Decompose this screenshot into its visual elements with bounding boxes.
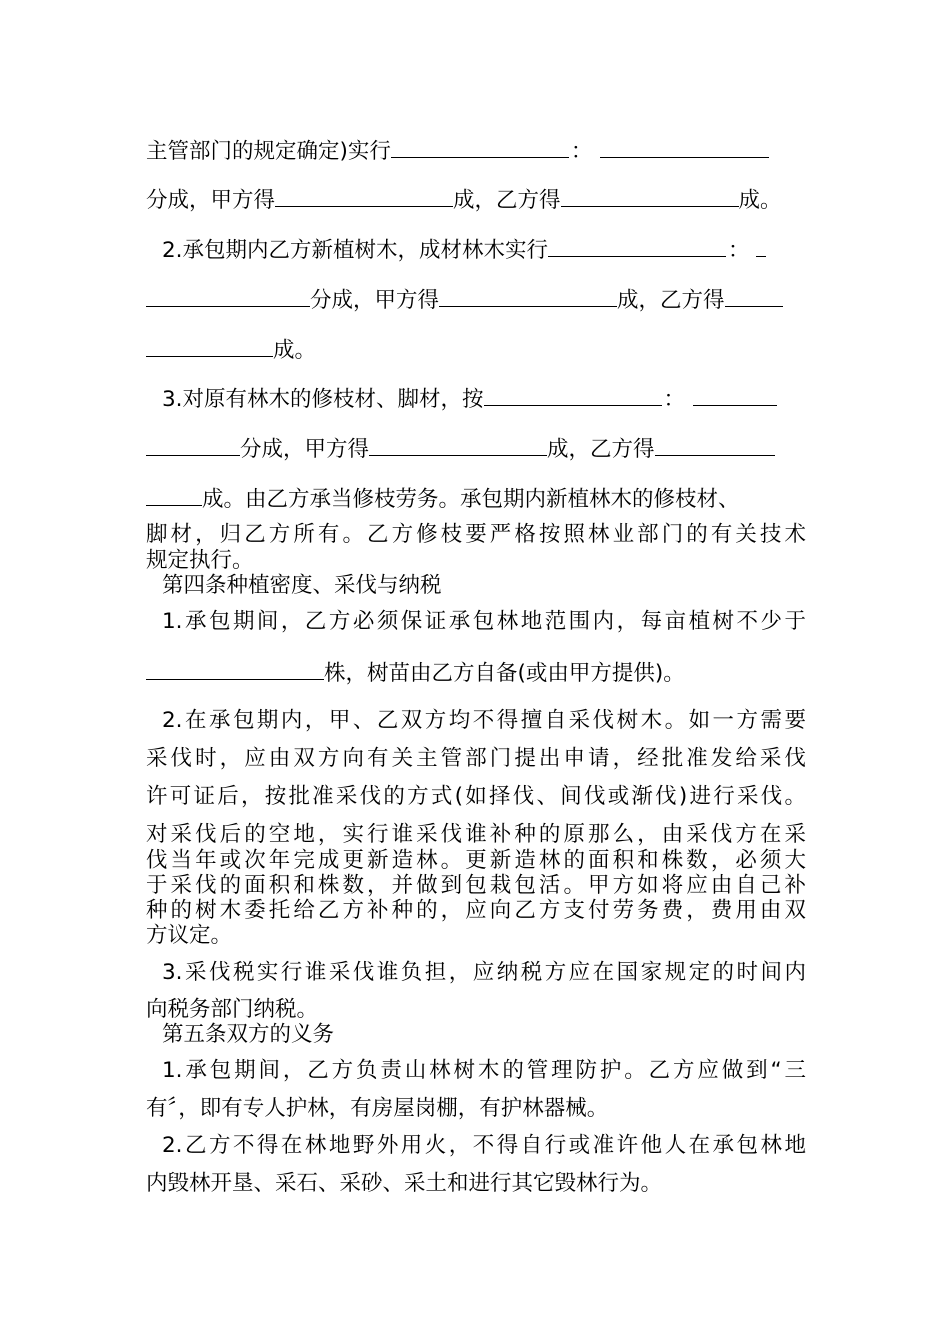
blank-field: [146, 286, 310, 307]
text-segment: ：: [570, 139, 593, 164]
section-heading: 第四条种植密度、采伐与纳税: [162, 573, 442, 598]
text-segment: 3.对原有林木的修枝材、脚材，按: [162, 387, 484, 412]
text-line: 2.乙方不得在林地野外用火，不得自行或准许他人在承包林地: [162, 1133, 806, 1158]
text-line: 1.承包期间，乙方必须保证承包林地范围内，每亩植树不少于: [162, 609, 806, 634]
blank-field: [548, 236, 726, 257]
text-segment: 分成，甲方得: [310, 288, 440, 313]
blank-field: [146, 435, 240, 456]
text-segment: 成，乙方得: [547, 437, 655, 462]
text-line: 2.在承包期内，甲、乙双方均不得擅自采伐树木。如一方需要: [162, 708, 806, 733]
blank-field: [561, 186, 739, 207]
text-segment: 成。: [738, 188, 782, 213]
blank-field: [725, 286, 783, 307]
text-line: [146, 659, 806, 687]
text-line: [146, 485, 806, 513]
blank-field: [275, 186, 453, 207]
text-line: 对采伐后的空地，实行谁采伐谁补种的原那么，由采伐方在采: [146, 822, 806, 847]
text-line: 内毁林开垦、采石、采砂、采土和进行其它毁林行为。: [146, 1171, 663, 1196]
text-line: 伐当年或次年完成更新造林。更新造林的面积和株数，必须大: [146, 848, 806, 873]
blank-field: [756, 236, 766, 257]
text-line: 有〞，即有专人护林，有房屋岗棚，有护林器械。: [146, 1096, 609, 1121]
blank-field: [600, 137, 769, 158]
section-heading: 第五条双方的义务: [162, 1022, 335, 1047]
text-line: 1.承包期间，乙方负责山林树木的管理防护。乙方应做到“三: [162, 1058, 806, 1083]
text-segment: 成。: [273, 338, 317, 363]
text-line: 方议定。: [146, 923, 233, 948]
text-segment: 2.承包期内乙方新植树木，成材林木实行: [162, 238, 549, 263]
text-line: [146, 435, 806, 463]
text-segment: 成，乙方得: [453, 188, 561, 213]
blank-field: [146, 659, 324, 680]
text-segment: 成。由乙方承当修枝劳务。承包期内新植林木的修枝材、: [202, 487, 740, 512]
blank-field: [439, 286, 617, 307]
text-line: 规定执行。: [146, 548, 254, 573]
blank-field: [369, 435, 547, 456]
blank-field: [693, 385, 777, 406]
text-segment: ：: [663, 387, 686, 412]
text-line: [146, 137, 806, 165]
text-line: 采伐时，应由双方向有关主管部门提出申请，经批准发给采伐: [146, 746, 806, 771]
text-segment: 成，乙方得: [617, 288, 725, 313]
blank-field: [391, 137, 569, 158]
text-line: [162, 236, 806, 264]
text-line: [146, 186, 806, 214]
text-line: [162, 385, 806, 413]
text-line: 种的树木委托给乙方补种的，应向乙方支付劳务费，费用由双: [146, 898, 806, 923]
blank-field: [484, 385, 662, 406]
text-line: 许可证后，按批准采伐的方式(如择伐、间伐或渐伐)进行采伐。: [146, 784, 806, 809]
text-line: 于采伐的面积和株数，并做到包栽包活。甲方如将应由自己补: [146, 873, 806, 898]
text-segment: 株，树苗由乙方自备(或由甲方提供)。: [324, 661, 685, 686]
blank-field: [146, 336, 273, 357]
text-line: [146, 286, 806, 314]
text-line: [146, 336, 806, 364]
text-line: 向税务部门纳税。: [146, 997, 319, 1022]
text-segment: 分成，甲方得: [146, 188, 276, 213]
text-line: 3.采伐税实行谁采伐谁负担，应纳税方应在国家规定的时间内: [162, 960, 806, 985]
text-line: 脚材，归乙方所有。乙方修枝要严格按照林业部门的有关技术: [146, 522, 806, 547]
text-segment: 主管部门的规定确定)实行: [146, 139, 391, 164]
blank-field: [655, 435, 775, 456]
blank-field: [146, 485, 202, 506]
text-segment: 分成，甲方得: [240, 437, 370, 462]
text-segment: ：: [728, 238, 750, 263]
